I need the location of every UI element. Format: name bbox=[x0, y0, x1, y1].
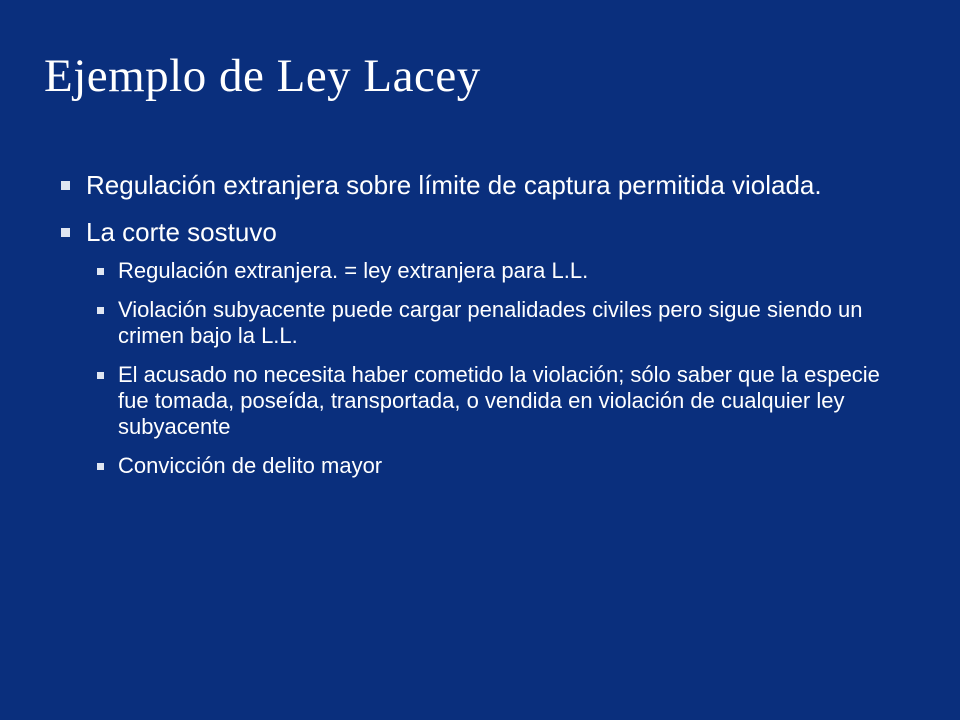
square-bullet-icon bbox=[97, 268, 104, 275]
square-bullet-icon bbox=[97, 307, 104, 314]
sub-bullet-item bbox=[58, 258, 918, 284]
square-bullet-icon bbox=[61, 181, 70, 190]
sub-bullet-item bbox=[58, 297, 888, 349]
square-bullet-icon bbox=[97, 463, 104, 470]
bullet-text: Regulación extranjera sobre límite de captura permitida violada. bbox=[86, 170, 822, 200]
sub-bullet-item bbox=[58, 362, 888, 440]
sub-bullet-text: Violación subyacente puede cargar penalidades civiles pero sigue siendo un crimen bajo la L.L. bbox=[118, 297, 863, 348]
sub-bullet-text: Regulación extranjera. = ley extranjera para L.L. bbox=[118, 258, 589, 283]
bullet-item bbox=[58, 217, 918, 247]
sub-bullet-list bbox=[58, 258, 918, 479]
bullet-text: La corte sostuvo bbox=[86, 217, 277, 247]
slide-body bbox=[58, 170, 918, 492]
square-bullet-icon bbox=[97, 372, 104, 379]
bullet-item bbox=[58, 170, 846, 200]
sub-bullet-item bbox=[58, 453, 918, 479]
sub-bullet-text: El acusado no necesita haber cometido la violación; sólo saber que la especie fue tomada, poseída, transportada, o vendida en violación de cualquier ley subyacente bbox=[118, 362, 880, 439]
square-bullet-icon bbox=[61, 228, 70, 237]
slide-title: Ejemplo de Ley Lacey bbox=[44, 50, 481, 102]
sub-bullet-text: Convicción de delito mayor bbox=[118, 453, 383, 478]
